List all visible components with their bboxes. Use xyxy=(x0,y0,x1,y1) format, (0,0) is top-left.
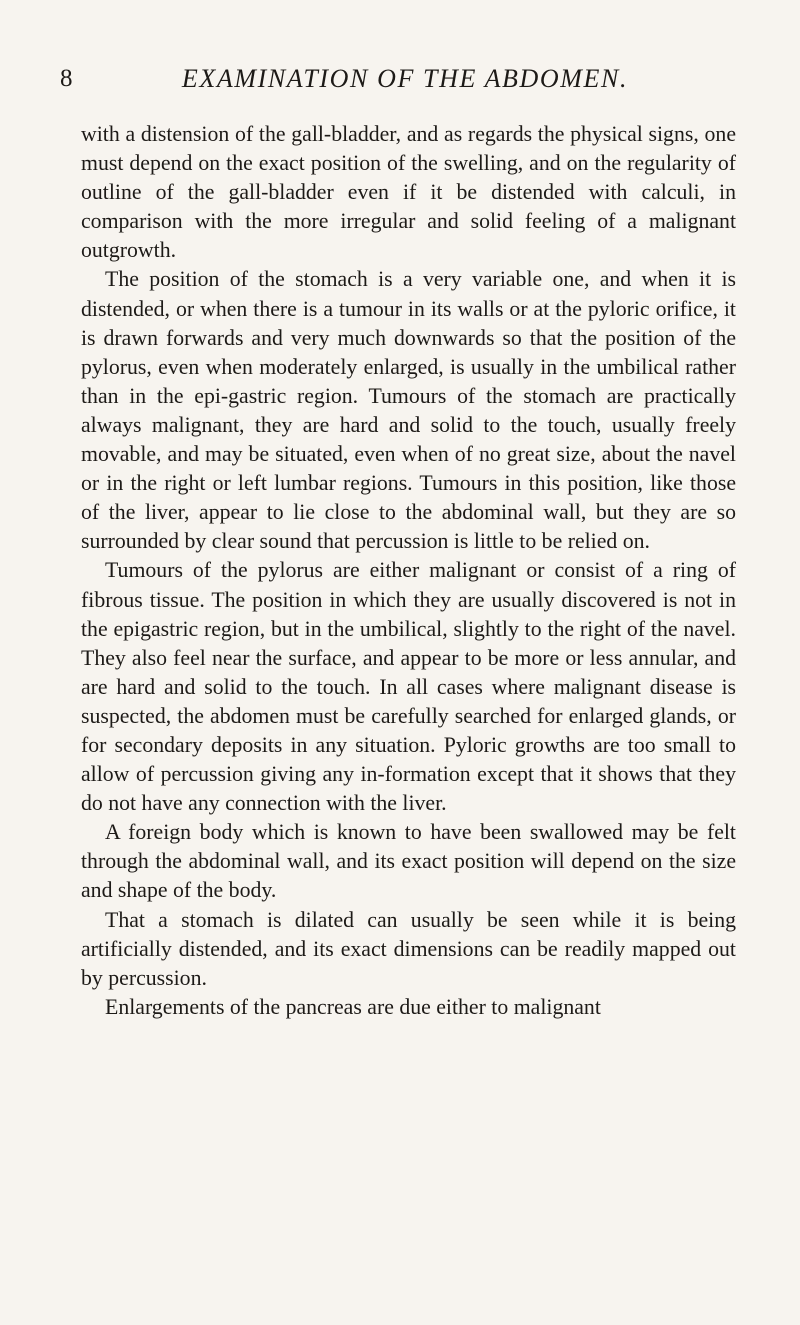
paragraph-stomach-position: The position of the stomach is a very variable one, and when it is distended, or when there is a tumour in its walls or at the pyloric orifice, it is drawn forwards and very much downwards so that the position of the pylorus, even when moderately enlarged, is usually in the umbilical rather than in the epi-gastric region. Tumours of the stomach are practically always malignant, they are hard and solid to the touch, usually freely movable, and may be situated, even when of no great size, about the navel or in the right or left lumbar regions. Tumours in this position, like those of the liver, appear to lie close to the abdominal wall, but they are so surrounded by clear sound that percussion is little to be relied on. xyxy=(81,267,736,554)
paragraph-dilated-stomach: That a stomach is dilated can usually be seen while it is being artificially distended, and its exact dimensions can be readily mapped out by percussion. xyxy=(81,907,736,990)
running-title: EXAMINATION OF THE ABDOMEN. xyxy=(181,64,629,93)
page-header xyxy=(60,62,750,96)
paragraph-pylorus-tumours: Tumours of the pylorus are either malignant or consist of a ring of fibrous tissue. The position in which they are usually discovered is not in the epigastric region, but in the umbilical, slightly to the right of the navel. They also feel near the surface, and appear to be more or less annular, and are hard and solid to the touch. In all cases where malignant disease is suspected, the abdomen must be carefully searched for enlarged glands, or for secondary deposits in any situation. Pyloric growths are too small to allow of percussion giving any in-formation except that it shows that they do not have any connection with the liver. xyxy=(81,558,736,816)
page-number: 8 xyxy=(60,65,73,92)
body-text xyxy=(81,120,736,1022)
paragraph-foreign-body: A foreign body which is known to have been swallowed may be felt through the abdominal wall, and its exact position will depend on the size and shape of the body. xyxy=(81,820,736,903)
paragraph-continuation: with a distension of the gall-bladder, and as regards the physical signs, one must depend on the exact position of the swelling, and on the regularity of outline of the gall-bladder even if it be distended with calculi, in comparison with the more irregular and solid feeling of a malignant outgrowth. xyxy=(81,122,736,263)
paragraph-pancreas: Enlargements of the pancreas are due either to malignant xyxy=(105,994,601,1019)
